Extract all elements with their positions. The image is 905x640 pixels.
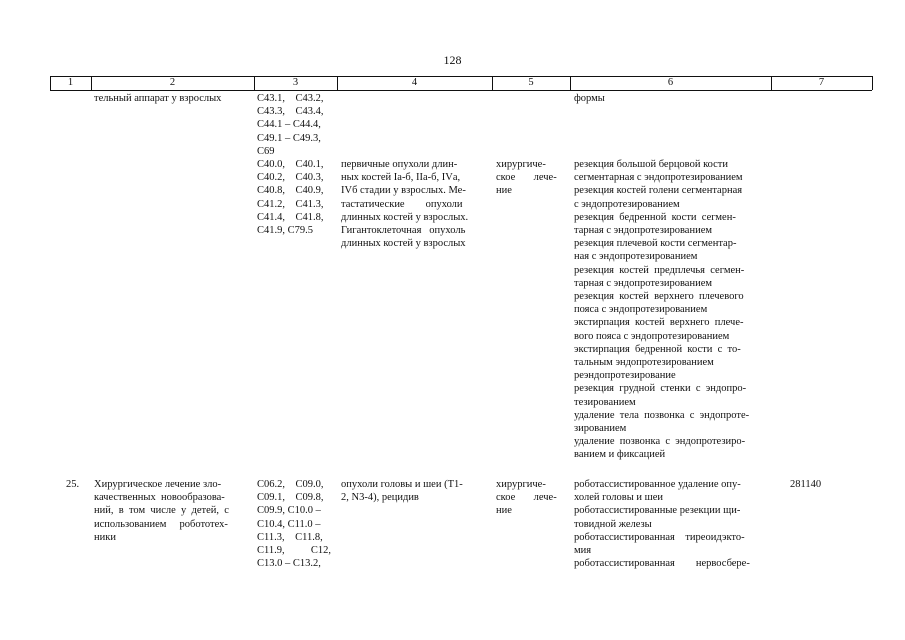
text-line: роботассистированные резекции щи- [574,505,741,517]
text-line: с эндопротезированием [574,198,680,210]
text-line: IVб стадии у взрослых. Ме- [341,185,466,197]
text-line: качественных новообразова- [94,492,225,504]
text-line: тезированием [574,396,636,408]
text-line: первичные опухоли длин- [341,159,458,170]
text-line: тастатические опухоли [341,198,463,210]
text-line: ванием и фиксацией [574,449,666,461]
text-line: пояса с эндопротезированием [574,304,708,316]
text-line: C09.9, C10.0 – [257,505,321,517]
text-line: роботассистированная тиреоидэкто- [574,531,745,543]
text-line: C41.9, C79.5 [257,225,314,236]
text-line: 2, N3-4), рецидив [341,492,419,504]
text-line: C43.3, C43.4, [257,106,324,118]
text-line: C40.2, C40.3, [257,172,324,184]
text-line: ское лече- [496,492,557,504]
text-line: C44.1 – C44.4, [257,119,321,131]
header-col-7: 7 [818,77,825,88]
text-line: тельный аппарат у взрослых [94,93,222,104]
text-line: резекция костей верхнего плечевого [574,291,744,302]
text-line: ние [496,185,512,197]
text-line: резекция бедренной кости сегмен- [574,211,736,223]
page-number: 128 [443,53,462,67]
text-line: C13.0 – C13.2, [257,558,321,570]
text-line: ние [496,505,512,517]
text-line: резекция большой берцовой кости [574,159,729,170]
text-line: C40.8, C40.9, [257,185,324,197]
text-line: ское лече- [496,172,557,184]
text-line: холей головы и шеи [574,492,663,504]
text-line: C09.1, C09.8, [257,492,324,504]
text-line: зированием [574,423,627,434]
text-line: Хирургическое лечение зло- [94,479,222,490]
text-line: экстирпация костей верхнего плече- [574,317,744,329]
text-line: C41.2, C41.3, [257,198,324,210]
header-col-1: 1 [67,77,74,88]
text-line: C11.9, C12, [257,545,331,556]
text-line: резекция плечевой кости сегментар- [574,238,737,250]
text-line: хирургиче- [496,479,546,490]
text-line: мия [574,545,592,556]
text-line: C43.1, C43.2, [257,93,324,104]
price-value: 281140 [790,479,822,490]
header-col-2: 2 [169,77,176,88]
header-col-3: 3 [292,77,299,88]
text-line: удаление тела позвонка с эндопроте- [574,409,750,421]
text-line: роботассистированное удаление опу- [574,479,741,490]
header-col-6: 6 [667,77,674,88]
text-line: C40.0, C40.1, [257,159,324,170]
text-line: сегментарная с эндопротезированием [574,172,743,184]
text-line: экстирпация бедренной кости с то- [574,343,741,355]
text-line: ники [94,531,116,543]
row-number: 25. [66,479,80,490]
text-line: C06.2, C09.0, [257,479,324,490]
text-line: вого пояса с эндопротезированием [574,330,730,342]
text-line: хирургиче- [496,159,546,170]
text-line: формы [574,93,605,104]
text-line: резекция костей предплечья сегмен- [574,264,745,276]
header-col-5: 5 [528,77,534,88]
text-line: использованием робототех- [94,518,228,530]
text-line: ных костей Iа-б, IIа-б, IVа, [341,172,461,184]
text-line: удаление позвонка с эндопротезиро- [574,436,746,448]
column-divider [872,76,873,90]
text-line: тарная с эндопротезированием [574,225,713,236]
text-line: ная с эндопротезированием [574,251,698,263]
text-line: тарная с эндопротезированием [574,277,713,289]
text-line: реэндопротезирование [574,370,676,382]
text-line: C11.3, C11.8, [257,531,323,543]
text-line: резекция грудной стенки с эндопро- [574,383,747,395]
text-line: длинных костей у взрослых [341,238,466,250]
text-line: C10.4, C11.0 – [257,518,321,530]
text-line: Гигантоклеточная опухоль [341,225,466,236]
text-line: C49.1 – C49.3, [257,132,321,144]
text-line: товидной железы [574,518,652,530]
text-line: тальным эндопротезированием [574,357,714,368]
text-line: опухоли головы и шеи (T1- [341,479,463,490]
text-line: длинных костей у взрослых. [341,211,469,223]
header-bottom-border [50,90,872,91]
text-line: резекция костей голени сегментарная [574,185,743,197]
text-line: C69 [257,145,275,157]
text-line: C41.4, C41.8, [257,211,324,223]
text-line: ний, в том числе у детей, с [94,505,229,517]
text-line: роботассистированная нервосбере- [574,558,750,570]
header-col-4: 4 [411,77,418,88]
